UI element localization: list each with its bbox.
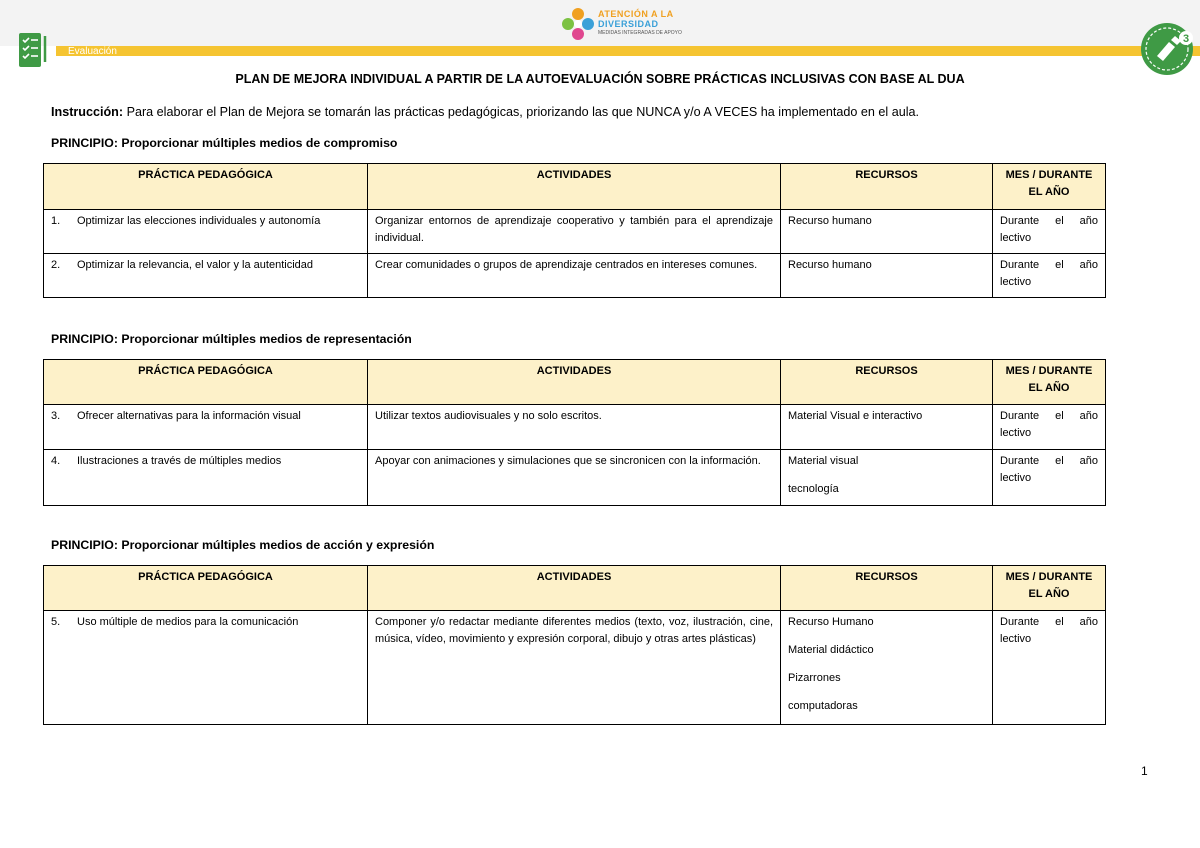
program-logo [560,6,680,44]
practice-text: Uso múltiple de medios para la comunicación [77,616,299,628]
plan-table [43,565,1106,725]
plan-table [43,163,1106,298]
document-title: PLAN DE MEJORA INDIVIDUAL A PARTIR DE LA AUTOEVALUACIÓN SOBRE PRÁCTICAS INCLUSIVAS CON BASE AL DUA [235,72,965,86]
checklist-icon [18,32,48,70]
table-row [44,254,1106,298]
activity-cell: Organizar entornos de aprendizaje cooperativo y también para el aprendizaje individual. [368,210,781,254]
practice-cell [44,405,368,450]
activity-cell: Apoyar con animaciones y simulaciones que se sincronicen con la información. [368,450,781,506]
col-header-period: MES / DURANTE EL AÑO [993,164,1106,210]
table-header-row [44,566,1106,611]
resources-cell [781,254,993,298]
instruction-label: Instrucción: [51,105,124,119]
col-header-activities: ACTIVIDADES [368,360,781,405]
plan-table [43,359,1106,506]
practice-cell [44,210,368,254]
section-bar [56,46,1200,56]
practice-text: Ofrecer alternativas para la información visual [77,410,301,422]
resource-item: computadoras [788,700,858,712]
period-cell: Durante el año lectivo [993,611,1106,725]
principle-heading: PRINCIPIO: Proporcionar múltiples medios de acción y expresión [51,538,435,552]
resources-cell [781,210,993,254]
period-cell: Durante el año lectivo [993,405,1106,450]
resources-cell [781,405,993,450]
practice-number: 4. [51,455,61,467]
resource-item: Recurso humano [788,259,872,271]
period-cell: Durante el año lectivo [993,450,1106,506]
col-header-resources: RECURSOS [781,566,993,611]
table-row [44,611,1106,725]
practice-text: Optimizar las elecciones individuales y autonomía [77,215,321,227]
col-header-practice: PRÁCTICA PEDAGÓGICA [44,566,368,611]
instruction [51,105,919,119]
logo-line-3: MEDIDAS INTEGRADAS DE APOYO [598,30,682,36]
col-header-activities: ACTIVIDADES [368,566,781,611]
principle-heading: PRINCIPIO: Proporcionar múltiples medios de representación [51,332,412,346]
practice-number: 5. [51,616,61,628]
section-label: Evaluación [68,46,117,57]
activity-cell: Componer y/o redactar mediante diferentes medios (texto, voz, ilustración, cine, música, vídeo, movimiento y expresión corporal, dibujo y otras artes plásticas) [368,611,781,725]
table-row [44,210,1106,254]
practice-cell [44,611,368,725]
col-header-practice: PRÁCTICA PEDAGÓGICA [44,360,368,405]
page-number: 1 [1141,764,1148,778]
practice-number: 1. [51,215,61,227]
resource-item: tecnología [788,483,839,495]
logo-line-2: DIVERSIDAD [598,19,659,29]
resource-item: Recurso humano [788,215,872,227]
table-row [44,450,1106,506]
col-header-resources: RECURSOS [781,164,993,210]
logo-line-1: ATENCIÓN A LA [598,9,674,19]
practice-text: Optimizar la relevancia, el valor y la autenticidad [77,259,314,271]
principle-heading: PRINCIPIO: Proporcionar múltiples medios de compromiso [51,136,398,150]
resource-item: Pizarrones [788,672,841,684]
table-header-row [44,164,1106,210]
resources-cell [781,450,993,506]
practice-cell [44,450,368,506]
period-cell: Durante el año lectivo [993,254,1106,298]
col-header-practice: PRÁCTICA PEDAGÓGICA [44,164,368,210]
col-header-period: MES / DURANTE EL AÑO [993,566,1106,611]
period-cell: Durante el año lectivo [993,210,1106,254]
unit-badge-icon [1138,20,1196,78]
badge-number: 3 [1182,33,1190,45]
resource-item: Recurso Humano [788,616,874,628]
practice-number: 2. [51,259,61,271]
practice-number: 3. [51,410,61,422]
resource-item: Material visual [788,455,859,467]
col-header-activities: ACTIVIDADES [368,164,781,210]
table-row [44,405,1106,450]
instruction-text: Para elaborar el Plan de Mejora se tomarán las prácticas pedagógicas, priorizando las que NUNCA y/o A VECES ha implementado en el aula. [123,105,920,119]
resource-item: Material didáctico [788,644,874,656]
resources-cell [781,611,993,725]
practice-text: Ilustraciones a través de múltiples medios [77,455,282,467]
col-header-period: MES / DURANTE EL AÑO [993,360,1106,405]
activity-cell: Utilizar textos audiovisuales y no solo escritos. [368,405,781,450]
diversity-logo-icon [560,6,596,42]
resource-item: Material Visual e interactivo [788,410,923,422]
practice-cell [44,254,368,298]
col-header-resources: RECURSOS [781,360,993,405]
activity-cell: Crear comunidades o grupos de aprendizaje centrados en intereses comunes. [368,254,781,298]
table-header-row [44,360,1106,405]
